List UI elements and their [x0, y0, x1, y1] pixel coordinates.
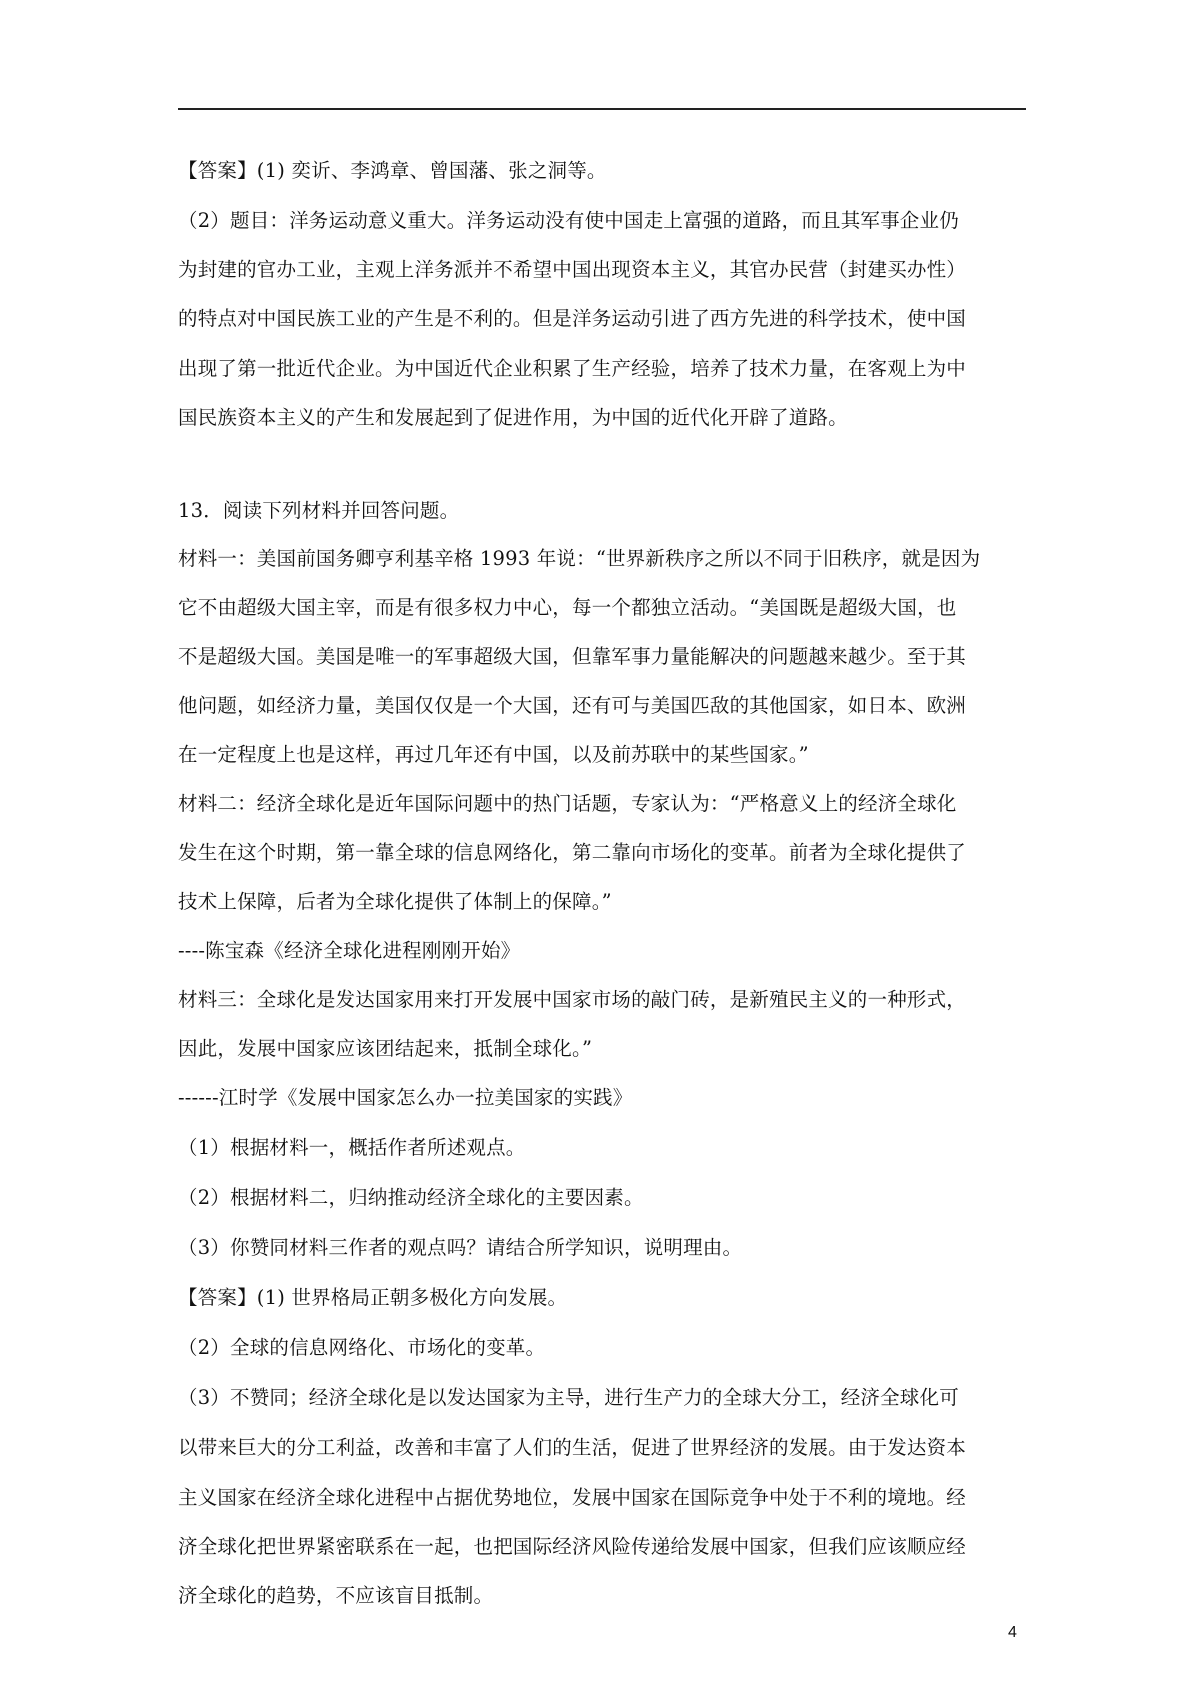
text-line: （2）题目：洋务运动意义重大。洋务运动没有使中国走上富强的道路，而且其军事企业仍 [178, 209, 959, 232]
text-line: 以带来巨大的分工利益，改善和丰富了人们的生活，促进了世界经济的发展。由于发达资本 [178, 1436, 967, 1459]
source-citation: ----陈宝森《经济全球化进程刚刚开始》 [178, 939, 521, 962]
page-number: 4 [1008, 1624, 1017, 1641]
text-line: 【答案】(1) 世界格局正朝多极化方向发展。 [178, 1286, 568, 1309]
text-line: （2）全球的信息网络化、市场化的变革。 [178, 1336, 546, 1359]
text-line: 国民族资本主义的产生和发展起到了促进作用，为中国的近代化开辟了道路。 [178, 406, 848, 429]
text-line: 它不由超级大国主宰，而是有很多权力中心，每一个都独立活动。“美国既是超级大国，也 [178, 596, 957, 619]
question-title: 13．阅读下列材料并回答问题。 [178, 499, 460, 522]
text-line: 发生在这个时期，第一靠全球的信息网络化，第二靠向市场化的变革。前者为全球化提供了 [178, 841, 967, 864]
text-line: 材料一：美国前国务卿亨利基辛格 1993 年说：“世界新秩序之所以不同于旧秩序，就是因为 [178, 547, 981, 570]
text-line: 在一定程度上也是这样，再过几年还有中国，以及前苏联中的某些国家。” [178, 743, 809, 766]
source-citation: ------江时学《发展中国家怎么办一拉美国家的实践》 [178, 1086, 633, 1109]
text-line: 技术上保障，后者为全球化提供了体制上的保障。” [178, 890, 612, 913]
sub-question: （2）根据材料二，归纳推动经济全球化的主要因素。 [178, 1186, 644, 1209]
text-line: 主义国家在经济全球化进程中占据优势地位，发展中国家在国际竞争中处于不利的境地。经 [178, 1486, 967, 1509]
text-line: 材料二：经济全球化是近年国际问题中的热门话题，专家认为：“严格意义上的经济全球化 [178, 792, 957, 815]
text-line: 济全球化把世界紧密联系在一起，也把国际经济风险传递给发展中国家，但我们应该顺应经 [178, 1535, 967, 1558]
text-line: 【答案】(1) 奕䜣、李鸿章、曾国藩、张之洞等。 [178, 159, 607, 182]
text-line: 为封建的官办工业，主观上洋务派并不希望中国出现资本主义，其官办民营（封建买办性） [178, 258, 967, 281]
text-line: 济全球化的趋势，不应该盲目抵制。 [178, 1584, 494, 1607]
text-line: 他问题，如经济力量，美国仅仅是一个大国，还有可与美国匹敌的其他国家，如日本、欧洲 [178, 694, 967, 717]
text-line: （3）不赞同；经济全球化是以发达国家为主导，进行生产力的全球大分工，经济全球化可 [178, 1386, 959, 1409]
sub-question: （1）根据材料一，概括作者所述观点。 [178, 1136, 526, 1159]
header-rule [178, 108, 1026, 110]
text-line: 的特点对中国民族工业的产生是不利的。但是洋务运动引进了西方先进的科学技术，使中国 [178, 307, 967, 330]
text-line: 材料三：全球化是发达国家用来打开发展中国家市场的敲门砖，是新殖民主义的一种形式， [178, 988, 967, 1011]
text-line: 因此，发展中国家应该团结起来，抵制全球化。” [178, 1037, 593, 1060]
text-line: 出现了第一批近代企业。为中国近代企业积累了生产经验，培养了技术力量，在客观上为中 [178, 357, 967, 380]
sub-question: （3）你赞同材料三作者的观点吗？请结合所学知识，说明理由。 [178, 1236, 743, 1259]
text-line: 不是超级大国。美国是唯一的军事超级大国，但靠军事力量能解决的问题越来越少。至于其 [178, 645, 967, 668]
